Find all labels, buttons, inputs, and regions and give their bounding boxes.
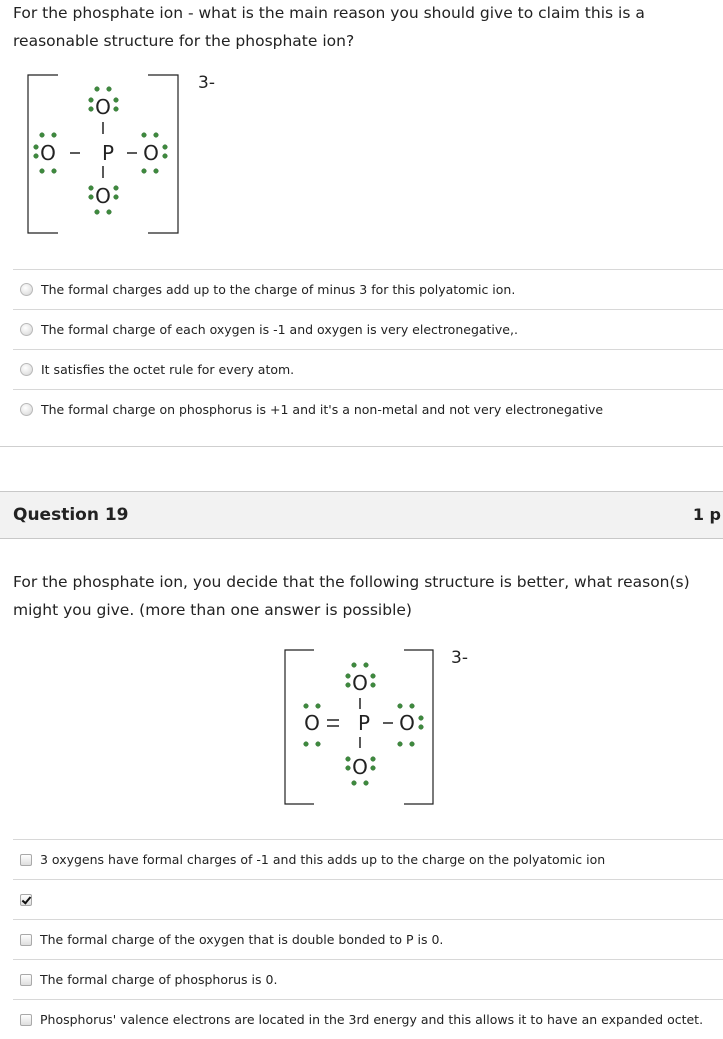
question-19-options xyxy=(13,839,723,1039)
question-points: 1 p xyxy=(692,505,721,524)
oxygen-right: O xyxy=(143,141,159,165)
answer-option[interactable] xyxy=(13,879,723,919)
ion-charge: 3- xyxy=(198,73,215,93)
checkbox-checked[interactable] xyxy=(20,894,32,906)
answer-option[interactable] xyxy=(13,309,723,349)
phosphorus: P xyxy=(357,711,371,735)
checkbox[interactable] xyxy=(20,934,32,946)
radio-button[interactable] xyxy=(20,363,33,376)
answer-option[interactable] xyxy=(13,269,723,309)
answer-option[interactable] xyxy=(13,389,723,429)
phosphate-lewis-structure-1 xyxy=(20,66,220,241)
answer-option[interactable] xyxy=(13,919,723,959)
answer-label: It satisfies the octet rule for every atom. xyxy=(41,362,295,377)
answer-option[interactable] xyxy=(13,959,723,999)
question-18-options xyxy=(13,269,723,429)
ion-charge: 3- xyxy=(451,648,468,668)
question-title: Question 19 xyxy=(13,505,129,525)
question-19-header xyxy=(0,491,723,539)
answer-label: The formal charge of the oxygen that is double bonded to P is 0. xyxy=(40,932,444,947)
radio-button[interactable] xyxy=(20,283,33,296)
question-19-prompt: For the phosphate ion, you decide that the following structure is better, what reason(s) might you give. (more than one answer is possible) xyxy=(13,573,690,619)
answer-option[interactable] xyxy=(13,999,723,1039)
oxygen-right: O xyxy=(399,711,415,735)
radio-button[interactable] xyxy=(20,403,33,416)
oxygen-left: O xyxy=(40,141,56,165)
answer-label: The formal charge on phosphorus is +1 and it's a non-metal and not very electronegative xyxy=(41,402,604,417)
oxygen-left: O xyxy=(304,711,320,735)
oxygen-top: O xyxy=(352,671,368,695)
checkbox[interactable] xyxy=(20,974,32,986)
answer-label: Phosphorus' valence electrons are located in the 3rd energy and this allows it to have an expanded octet. xyxy=(40,1012,704,1027)
phosphorus: P xyxy=(101,141,115,165)
question-divider xyxy=(0,446,723,447)
oxygen-bottom: O xyxy=(352,755,368,779)
answer-label: The formal charge of phosphorus is 0. xyxy=(40,972,278,987)
oxygen-bottom: O xyxy=(95,184,111,208)
radio-button[interactable] xyxy=(20,323,33,336)
answer-label: The formal charge of each oxygen is -1 and oxygen is very electronegative,. xyxy=(41,322,518,337)
answer-option[interactable] xyxy=(13,839,723,879)
answer-option[interactable] xyxy=(13,349,723,389)
checkbox[interactable] xyxy=(20,854,32,866)
answer-label: 3 oxygens have formal charges of -1 and this adds up to the charge on the polyatomic ion xyxy=(40,852,606,867)
question-18-prompt: For the phosphate ion - what is the main reason you should give to claim this is a reasonable structure for the phosphate ion? xyxy=(13,4,645,50)
answer-label: The formal charges add up to the charge of minus 3 for this polyatomic ion. xyxy=(41,282,516,297)
oxygen-top: O xyxy=(95,95,111,119)
phosphate-lewis-structure-2 xyxy=(276,642,496,812)
